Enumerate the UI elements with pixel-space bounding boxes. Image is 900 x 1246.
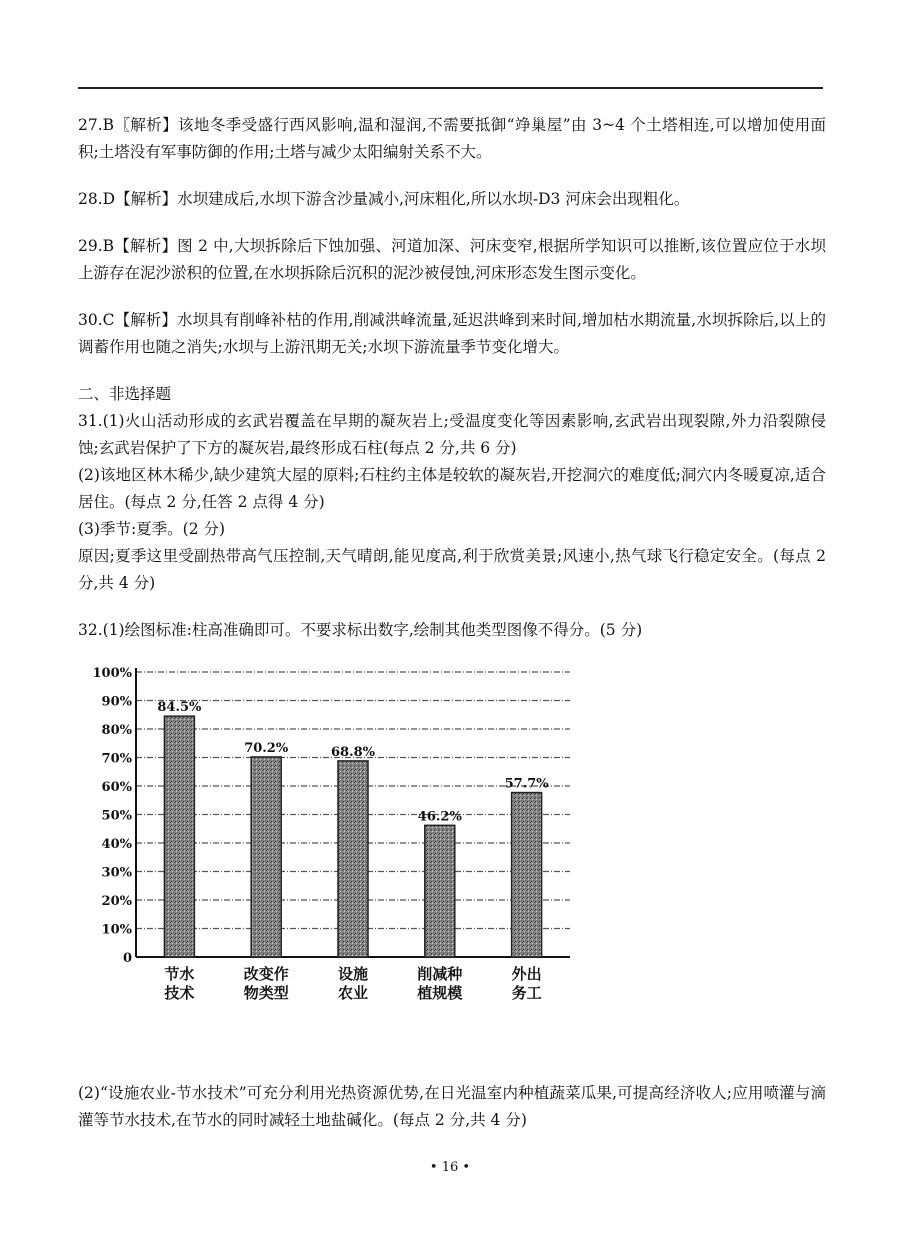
x-tick-label: 改变作 (243, 965, 289, 983)
y-tick-label: 100% (92, 666, 132, 681)
bar-value-label: 57.7% (504, 776, 549, 792)
y-tick-label: 90% (101, 694, 132, 710)
x-tick-label: 物类型 (243, 984, 289, 1002)
bar-value-label: 70.2% (244, 740, 289, 756)
bar-chart-svg (78, 650, 598, 1010)
y-tick-label: 80% (101, 723, 132, 738)
x-tick-label: 务工 (511, 984, 542, 1002)
x-tick-label: 削减种 (417, 965, 463, 983)
answer-32-2-block (78, 1080, 826, 1134)
answer-31-3-reason: 原因;夏季这里受副热带高气压控制,天气晴朗,能见度高,利于欣赏美景;风速小,热气球飞行稳定安全。(每点 2 分,共 4 分) (78, 547, 826, 592)
bar (338, 761, 368, 957)
bar-value-label: 84.5% (157, 700, 202, 716)
bar-value-label: 68.8% (330, 744, 376, 760)
y-tick-label: 0 (122, 951, 132, 966)
answer-29: 29.B【解析】图 2 中,大坝拆除后下蚀加强、河道加深、河床变窄,根据所学知识可以推断,该位置应位于水坝上游存在泥沙淤积的位置,在水坝拆除后沉积的泥沙被侵蚀,河床形态发生图示变化。 (78, 237, 826, 282)
answer-32-2: (2)“设施农业-节水技术”可充分利用光热资源优势,在日光温室内种植蔬菜瓜果,可提高经济收人;应用喷灌与滴灌等节水技术,在节水的同时减轻土地盐碱化。(每点 2 分,共 4 分) (78, 1084, 826, 1129)
answer-31-2: (2)该地区林木稀少,缺少建筑大屋的原料;石柱约主体是较软的凝灰岩,开挖洞穴的难度低;洞穴内冬暖夏凉,适合居住。(每点 2 分,任答 2 点得 4 分) (78, 466, 826, 511)
x-tick-label: 植规模 (417, 984, 463, 1002)
y-tick-label: 70% (101, 751, 132, 767)
bar-value-label: 46.2% (417, 809, 462, 825)
bar (164, 716, 194, 957)
section-heading: 二、非选择题 (78, 385, 172, 403)
answer-28: 28.D【解析】水坝建成后,水坝下游含沙量减小,河床粗化,所以水坝-D3 河床会出现粗化。 (78, 190, 690, 208)
y-tick-label: 30% (101, 865, 132, 881)
y-tick-label: 50% (101, 808, 132, 824)
answer-content (78, 112, 826, 644)
y-tick-label: 10% (101, 922, 132, 938)
x-tick-label: 节水 (164, 965, 195, 983)
y-tick-label: 40% (101, 837, 132, 852)
bar (251, 757, 281, 957)
x-tick-label: 农业 (337, 984, 369, 1002)
y-tick-label: 60% (101, 780, 132, 795)
answer-31-3: (3)季节:夏季。(2 分) (78, 520, 226, 538)
bar (512, 793, 542, 957)
y-tick-label: 20% (101, 894, 132, 909)
answer-31-1: 31.(1)火山活动形成的玄武岩覆盖在早期的凝灰岩上;受温度变化等因素影响,玄武岩出现裂隙,外力沿裂隙侵蚀;玄武岩保护了下方的凝灰岩,最终形成石柱(每点 2 分,共 6 分) (78, 412, 826, 457)
page-number: • 16 • (429, 1160, 471, 1175)
x-tick-label: 技术 (164, 984, 195, 1002)
answer-27: 27.B〖解析】该地冬季受盛行西风影响,温和湿润,不需要抵御“竫巢屋”由 3~4 个土塔相连,可以增加使用面积;土塔没有军事防御的作用;土塔与减少太阳编射关系不大。 (78, 116, 826, 161)
answer-32-1: 32.(1)绘图标准:柱高准确即可。不要求标出数字,绘制其他类型图像不得分。(5 分) (78, 621, 643, 639)
x-tick-label: 设施 (337, 965, 369, 983)
bar (425, 825, 455, 957)
top-rule (78, 87, 823, 89)
bar-chart (78, 650, 598, 1010)
answer-30: 30.C【解析】水坝具有削峰补枯的作用,削减洪峰流量,延迟洪峰到来时间,增加枯水期流量,水坝拆除后,以上的调蓄作用也随之消失;水坝与上游汛期无关;水坝下游流量季节变化增大。 (78, 311, 826, 356)
x-tick-label: 外出 (511, 965, 542, 983)
